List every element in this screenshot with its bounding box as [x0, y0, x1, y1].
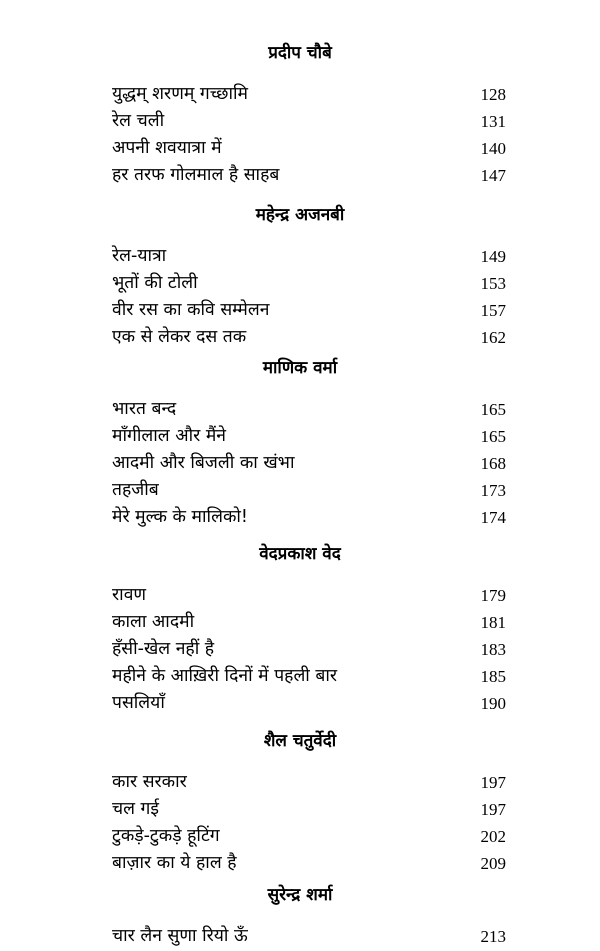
page-number: 183 — [480, 640, 506, 659]
author-heading: प्रदीप चौबे — [268, 43, 332, 63]
page-number: 140 — [480, 139, 506, 158]
entry-title: चल गई — [112, 799, 159, 819]
page-number: 162 — [480, 328, 506, 347]
toc-entry — [0, 504, 600, 531]
page-number: 213 — [480, 927, 506, 946]
page-number: 153 — [480, 274, 506, 293]
entry-title: एक से लेकर दस तक — [112, 327, 247, 347]
page-number: 174 — [480, 508, 506, 527]
page-number: 179 — [480, 586, 506, 605]
toc-entry — [0, 396, 600, 423]
toc-entry — [0, 796, 600, 823]
entry-title: बाज़ार का ये हाल है — [112, 853, 237, 873]
page-number: 185 — [480, 667, 506, 686]
toc-entry — [0, 162, 600, 189]
entry-title: अपनी शवयात्रा में — [112, 138, 222, 158]
entry-title: मेरे मुल्क के मालिको! — [112, 507, 248, 527]
entry-title: माँगीलाल और मैंने — [112, 426, 227, 446]
page-number: 147 — [480, 166, 506, 185]
toc-entry — [0, 477, 600, 504]
page-number: 209 — [480, 854, 506, 873]
page-number: 131 — [480, 112, 506, 131]
entry-title: तहजीब — [112, 480, 159, 500]
entry-title: भूतों की टोली — [112, 273, 198, 293]
page-number: 190 — [480, 694, 506, 713]
entry-title: हँसी-खेल नहीं है — [112, 639, 215, 659]
author-heading: महेन्द्र अजनबी — [255, 205, 345, 225]
toc-entry — [0, 690, 600, 717]
entry-title: काला आदमी — [112, 612, 195, 632]
page-number: 202 — [480, 827, 506, 846]
entry-title: रेल चली — [112, 111, 165, 131]
entry-title: वीर रस का कवि सम्मेलन — [112, 300, 270, 320]
page-number: 157 — [480, 301, 506, 320]
page-number: 168 — [480, 454, 506, 473]
toc-entry — [0, 823, 600, 850]
page-number: 165 — [480, 400, 506, 419]
entry-title: महीने के आख़िरी दिनों में पहली बार — [112, 666, 338, 686]
toc-entry — [0, 769, 600, 796]
toc-entry — [0, 609, 600, 636]
toc-entry — [0, 423, 600, 450]
entry-title: भारत बन्द — [112, 399, 177, 419]
entry-title: टुकड़े-टुकड़े हूटिंग — [112, 826, 220, 846]
entry-title: रावण — [112, 585, 147, 605]
toc-entry — [0, 297, 600, 324]
author-heading: वेदप्रकाश वेद — [259, 544, 341, 564]
entry-title: चार लैन सुणा रियो ऊँ — [112, 926, 248, 946]
entry-title: युद्धम् शरणम् गच्छामि — [112, 84, 248, 104]
author-heading: माणिक वर्मा — [262, 358, 338, 378]
toc-entry — [0, 135, 600, 162]
page-number: 149 — [480, 247, 506, 266]
page-number: 173 — [480, 481, 506, 500]
toc-entry — [0, 81, 600, 108]
toc-entry — [0, 923, 600, 950]
toc-entry — [0, 324, 600, 351]
toc-entry — [0, 243, 600, 270]
page-number: 197 — [480, 773, 506, 792]
page-number: 128 — [480, 85, 506, 104]
page-number: 165 — [480, 427, 506, 446]
toc-entry — [0, 636, 600, 663]
entry-title: रेल-यात्रा — [112, 246, 167, 266]
toc-entry — [0, 582, 600, 609]
toc-entry — [0, 850, 600, 877]
page-number: 181 — [480, 613, 506, 632]
author-heading: शैल चतुर्वेदी — [263, 731, 337, 751]
toc-entry — [0, 663, 600, 690]
entry-title: आदमी और बिजली का खंभा — [112, 453, 295, 473]
entry-title: कार सरकार — [112, 772, 187, 792]
toc-entry — [0, 270, 600, 297]
author-heading: सुरेन्द्र शर्मा — [267, 885, 333, 905]
toc-entry — [0, 450, 600, 477]
toc-entry — [0, 108, 600, 135]
page-number: 197 — [480, 800, 506, 819]
entry-title: पसलियाँ — [112, 693, 165, 713]
entry-title: हर तरफ गोलमाल है साहब — [112, 165, 280, 185]
